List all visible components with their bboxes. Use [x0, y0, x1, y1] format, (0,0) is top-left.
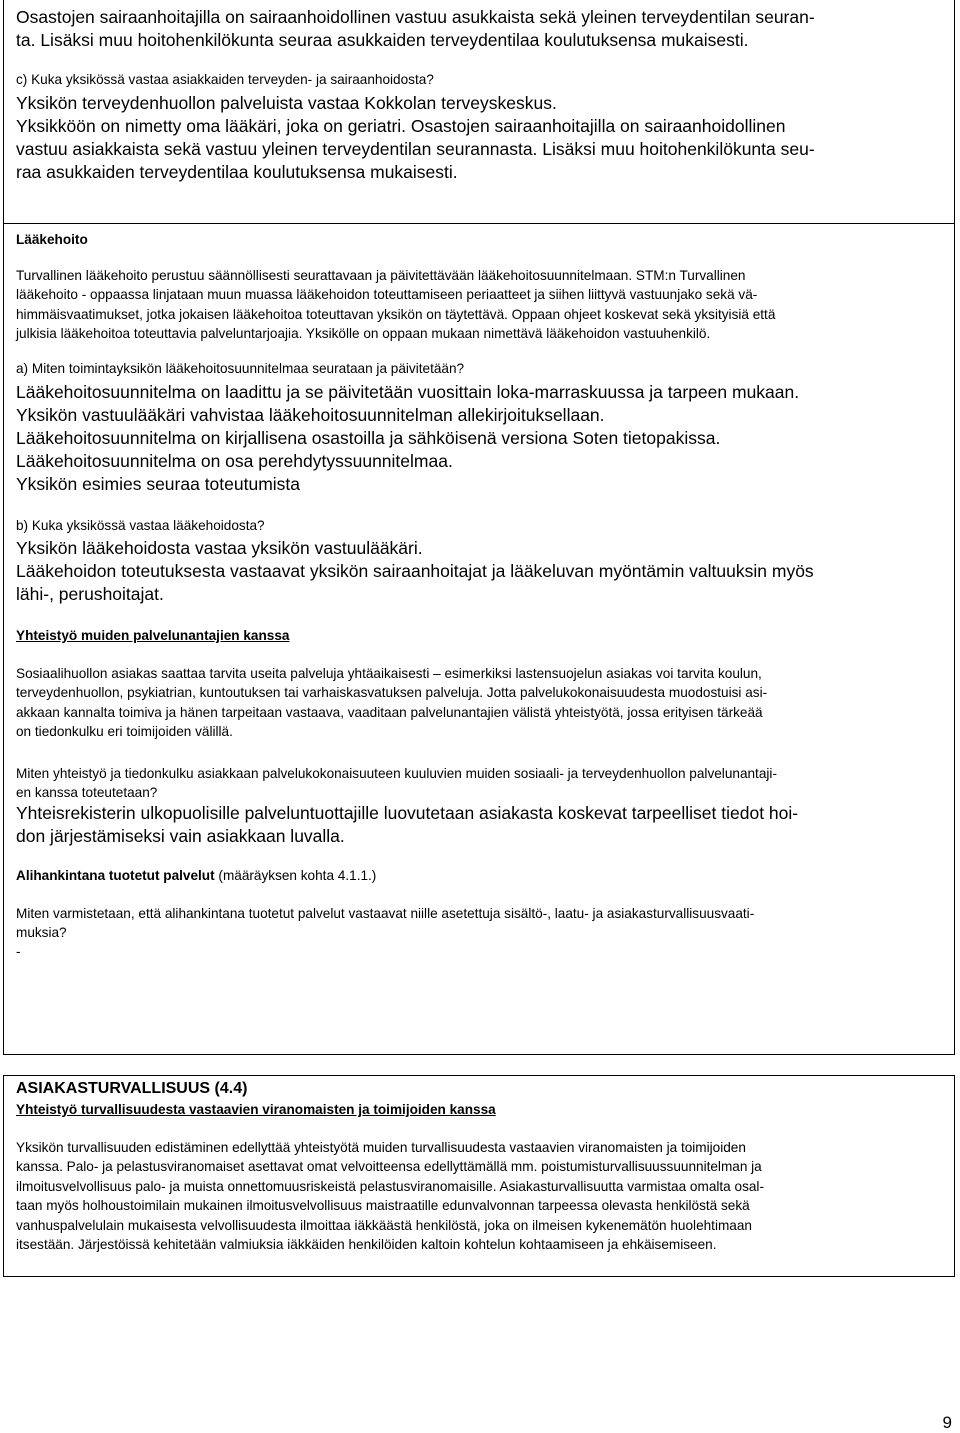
question-a: a) Miten toimintayksikön lääkehoitosuunnitelmaa seurataan ja päivitetään? — [16, 361, 465, 376]
answer-a — [16, 381, 946, 496]
text-line: terveydenhuollon, psykiatrian, kuntoutuksen tai varhaiskasvatuksen palveluja. Jotta palvelukokonaisuudesta muodostuisi asi- — [16, 685, 768, 701]
text-line: Turvallinen lääkehoito perustuu säännöllisesti seurattavaan ja päivitettävään lääkehoitosuunnitelmaan. STM:n Turvallinen — [16, 268, 746, 283]
subcontracting-title: Alihankintana tuotetut palvelut — [16, 868, 215, 883]
text-line: Miten yhteistyö ja tiedonkulku asiakkaan palvelukokonaisuuteen kuuluvien muiden sosiaali- ja terveydenhuollon palvelunantaji- — [16, 766, 777, 781]
text-line: ilmoitusvelvollisuus palo- ja muista onnettomuusriskeistä pelastusviranomaisille. Asiakasturvallisuutta varmistaa omalta osal- — [16, 1178, 764, 1194]
answer-c — [16, 92, 946, 184]
text-line: Sosiaalihuollon asiakas saattaa tarvita useita palveluja yhtäaikaisesti – esimerkiksi lastensuojelun asiakas voi tarvita koulun, — [16, 666, 762, 681]
text-line: muksia? — [16, 925, 67, 941]
text-line: ta. Lisäksi muu hoitohenkilökunta seuraa asukkaiden terveydentilaa koulutuksensa mukaisesti. — [16, 30, 749, 50]
text-line: Lääkehoitosuunnitelma on osa perehdytyssuunnitelmaa. — [16, 451, 453, 471]
text-line: raa asukkaiden terveydentilaa koulutuksensa mukaisesti. — [16, 162, 458, 182]
text-line: Yksikön vastuulääkäri vahvistaa lääkehoitosuunnitelman allekirjoituksellaan. — [16, 405, 605, 425]
text-line: Yksikön lääkehoidosta vastaa yksikön vastuulääkäri. — [16, 538, 423, 558]
text-line: kanssa. Palo- ja pelastusviranomaiset asettavat omat velvoitteensa edellyttämällä mm. poistumisturvallisuussuunnitelman ja — [16, 1159, 762, 1175]
text-line: Yksikköön on nimetty oma lääkäri, joka on geriatri. Osastojen sairaanhoitajilla on sairaanhoidollinen — [16, 116, 786, 136]
answer-b — [16, 537, 946, 606]
subcontracting-heading — [16, 866, 946, 885]
text-line: Miten varmistetaan, että alihankintana tuotetut palvelut vastaavat niille asetettuja sisältö-, laatu- ja asiakasturvallisuusvaati- — [16, 906, 755, 921]
text-line: himmäisvaatimukset, jotka jokaisen lääkehoitoa toteuttavan yksikön on täytettävä. Oppaan ohjeet koskevat sekä yksityisiä että — [16, 306, 776, 322]
text-line: taan myös holhoustoimilain mukainen ilmoitusvelvollisuus maistraatille edunvalvonnan tarpeessa olevasta henkilöstä sekä — [16, 1198, 750, 1214]
text-line: Yhteisrekisterin ulkopuolisille palveluntuottajille luovutetaan asiakasta koskevat tarpeelliset tiedot hoi- — [16, 803, 799, 823]
client-safety-paragraph — [16, 1138, 946, 1254]
text-line: julkisia lääkehoitoa toteuttavia palveluntarjoajia. Yksikölle on oppaan mukaan nimettävä lääkehoidon vastuuhenkilö. — [16, 326, 711, 342]
subcontracting-ref: (määräyksen kohta 4.1.1.) — [214, 868, 377, 883]
cooperation-answer — [16, 802, 946, 848]
text-line: Lääkehoitosuunnitelma on kirjallisena osastoilla ja sähköisenä versiona Soten tietopakissa. — [16, 428, 721, 448]
text-line: Osastojen sairaanhoitajilla on sairaanhoidollinen vastuu asukkaista sekä yleinen terveydentilan seuran- — [16, 7, 815, 27]
text-line: don järjestämiseksi vain asiakkaan luvalla. — [16, 826, 345, 846]
sairaanhoito-paragraph — [16, 6, 946, 52]
text-line: vastuu asiakkaista sekä vastuu yleinen terveydentilan seurannasta. Lisäksi muu hoitohenkilökunta seu- — [16, 139, 815, 159]
question-c: c) Kuka yksikössä vastaa asiakkaiden terveyden- ja sairaanhoidosta? — [16, 72, 434, 87]
text-line: Lääkehoitosuunnitelma on laadittu ja se päivitetään vuosittain loka-marraskuussa ja tarpeen mukaan. — [16, 382, 800, 402]
subcontracting-question — [16, 904, 946, 943]
subcontracting-answer: - — [16, 944, 21, 959]
text-line: lähi-, perushoitajat. — [16, 584, 164, 604]
medication-heading: Lääkehoito — [16, 232, 88, 247]
page-number: 9 — [942, 1413, 952, 1432]
text-line: Lääkehoidon toteutuksesta vastaavat yksikön sairaanhoitajat ja lääkeluvan myöntämin valtuuksin myös — [16, 561, 814, 581]
text-line: lääkehoito - oppaassa linjataan muun muassa lääkehoidon toteuttamiseen periaatteet ja siihen liittyvä vastuunjako sekä vä- — [16, 287, 758, 303]
cooperation-heading: Yhteistyö muiden palvelunantajien kanssa — [16, 628, 290, 643]
text-line: en kanssa toteutetaan? — [16, 785, 158, 801]
question-b: b) Kuka yksikössä vastaa lääkehoidosta? — [16, 518, 265, 533]
text-line: on tiedonkulku eri toimijoiden välillä. — [16, 724, 233, 740]
medication-intro — [16, 266, 946, 344]
text-line: akkaan kannalta toimiva ja hänen tarpeitaan vastaava, vaaditaan palvelunantajien välistä yhteistyötä, jossa erityisen tärkeää — [16, 704, 763, 720]
section-medication — [3, 223, 955, 1055]
cooperation-question — [16, 764, 946, 803]
cooperation-paragraph — [16, 664, 946, 742]
client-safety-title: ASIAKASTURVALLISUUS (4.4) — [16, 1080, 248, 1097]
text-line: Yksikön turvallisuuden edistäminen edellyttää yhteistyötä muiden turvallisuudesta vastaavien viranomaisten ja toimijoiden — [16, 1140, 746, 1155]
section-health-care — [3, 0, 955, 224]
text-line: Yksikön terveydenhuollon palveluista vastaa Kokkolan terveyskeskus. — [16, 93, 557, 113]
text-line: itsestään. Järjestöissä kehitetään valmiuksia iäkkäiden henkilöiden kaltoin kohtelun kohtaamiseen ja ehkäisemiseen. — [16, 1237, 717, 1253]
section-client-safety — [3, 1075, 955, 1277]
client-safety-heading: Yhteistyö turvallisuudesta vastaavien viranomaisten ja toimijoiden kanssa — [16, 1102, 496, 1117]
text-line: Yksikön esimies seuraa toteutumista — [16, 474, 301, 494]
text-line: vanhuspalvelulain mukaisesta velvollisuudesta ilmoittaa iäkkäästä henkilöstä, joka on ilmeisen kykenemätön huolehtimaan — [16, 1217, 752, 1233]
